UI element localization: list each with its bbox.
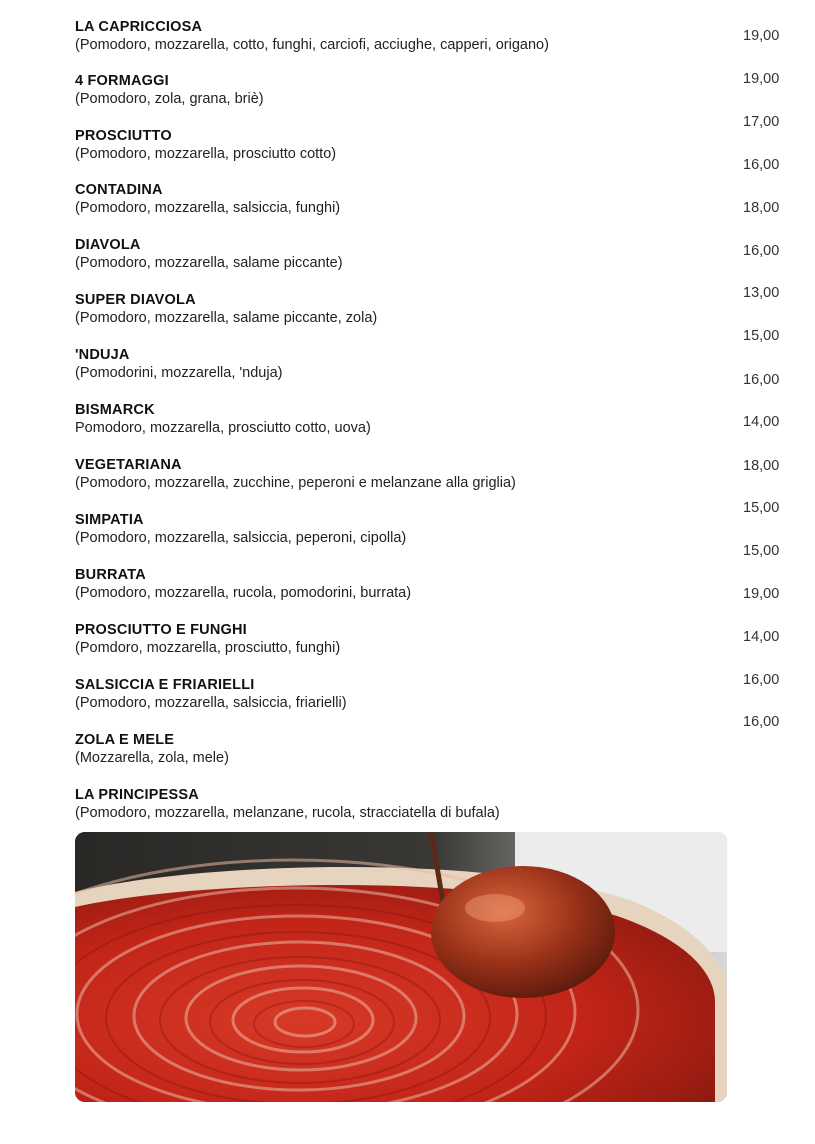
menu-item-name: SUPER DIAVOLA: [75, 292, 196, 308]
menu-item-name: LA PRINCIPESSA: [75, 787, 199, 803]
menu-item-ingredients: (Pomodoro, mozzarella, zucchine, peperoni e melanzane alla griglia): [75, 475, 516, 491]
menu-item: [75, 676, 675, 712]
menu-item-ingredients: (Pomodoro, mozzarella, cotto, funghi, carciofi, acciughe, capperi, origano): [75, 37, 549, 53]
menu-item-ingredients: (Pomodorini, mozzarella, 'nduja): [75, 365, 283, 381]
menu-item: [75, 236, 675, 272]
menu-price: 15,00: [743, 543, 780, 559]
menu-item: [75, 401, 675, 437]
menu-price: 17,00: [743, 114, 780, 130]
menu-price: 19,00: [743, 586, 780, 602]
menu-item: [75, 786, 675, 822]
menu-item-name: ZOLA E MELE: [75, 732, 175, 748]
menu-price: 18,00: [743, 458, 780, 474]
menu-item-ingredients: (Mozzarella, zola, mele): [75, 750, 229, 766]
menu-item: [75, 291, 675, 327]
menu-item: [75, 181, 675, 217]
tomato-sauce-photo: [75, 832, 727, 1102]
menu-item-name: VEGETARIANA: [75, 457, 182, 473]
menu-item-name: 4 FORMAGGI: [75, 73, 169, 89]
menu-item-name: SALSICCIA E FRIARIELLI: [75, 677, 255, 693]
menu-item-ingredients: Pomodoro, mozzarella, prosciutto cotto, uova): [75, 420, 371, 436]
menu-price: 16,00: [743, 672, 780, 688]
menu-item-ingredients: (Pomodoro, mozzarella, prosciutto cotto): [75, 146, 337, 162]
menu-price: 14,00: [743, 629, 780, 645]
menu-price: 14,00: [743, 414, 780, 430]
menu-item-name: BISMARCK: [75, 402, 155, 418]
menu-item-ingredients: (Pomodoro, mozzarella, salame piccante): [75, 255, 343, 271]
menu-item: [75, 566, 675, 602]
menu-item-name: CONTADINA: [75, 182, 163, 198]
menu-item: [75, 346, 675, 382]
menu-item-name: 'NDUJA: [75, 347, 130, 363]
ladle-icon: [431, 866, 615, 998]
menu-price: 19,00: [743, 28, 780, 44]
menu-price: 19,00: [743, 71, 780, 87]
menu-item-ingredients: (Pomodoro, mozzarella, rucola, pomodorini, burrata): [75, 585, 412, 601]
menu-price: 16,00: [743, 372, 780, 388]
menu-item-name: DIAVOLA: [75, 237, 141, 253]
menu-price: 16,00: [743, 157, 780, 173]
menu-item-ingredients: (Pomodoro, zola, grana, briè): [75, 91, 264, 107]
menu-item-ingredients: (Pomodoro, mozzarella, salsiccia, friarielli): [75, 695, 347, 711]
menu-item: [75, 511, 675, 547]
menu-price: 16,00: [743, 714, 780, 730]
menu-item: [75, 72, 675, 108]
menu-item-name: BURRATA: [75, 567, 146, 583]
menu-price: 16,00: [743, 243, 780, 259]
menu-item-name: PROSCIUTTO E FUNGHI: [75, 622, 247, 638]
menu-price: 15,00: [743, 328, 780, 344]
menu-item-name: PROSCIUTTO: [75, 128, 172, 144]
sauce-spiral-illustration: [75, 832, 727, 1102]
menu-item-name: SIMPATIA: [75, 512, 144, 528]
menu-item-ingredients: (Pomodoro, mozzarella, salsiccia, funghi): [75, 200, 341, 216]
menu-item: [75, 127, 675, 163]
menu-item: [75, 18, 675, 54]
menu-price: 15,00: [743, 500, 780, 516]
menu-item-ingredients: (Pomodoro, mozzarella, salame piccante, zola): [75, 310, 378, 326]
menu-price: 18,00: [743, 200, 780, 216]
menu-price: 13,00: [743, 285, 780, 301]
menu-item: [75, 731, 675, 767]
menu-item: [75, 456, 675, 492]
menu-item-ingredients: (Pomodoro, mozzarella, salsiccia, peperoni, cipolla): [75, 530, 407, 546]
menu-item: [75, 621, 675, 657]
menu-item-ingredients: (Pomodoro, mozzarella, melanzane, rucola, stracciatella di bufala): [75, 805, 500, 821]
menu-item-ingredients: (Pomdoro, mozzarella, prosciutto, funghi): [75, 640, 341, 656]
tomato-sauce: [75, 885, 715, 1102]
menu-item-name: LA CAPRICCIOSA: [75, 19, 203, 35]
